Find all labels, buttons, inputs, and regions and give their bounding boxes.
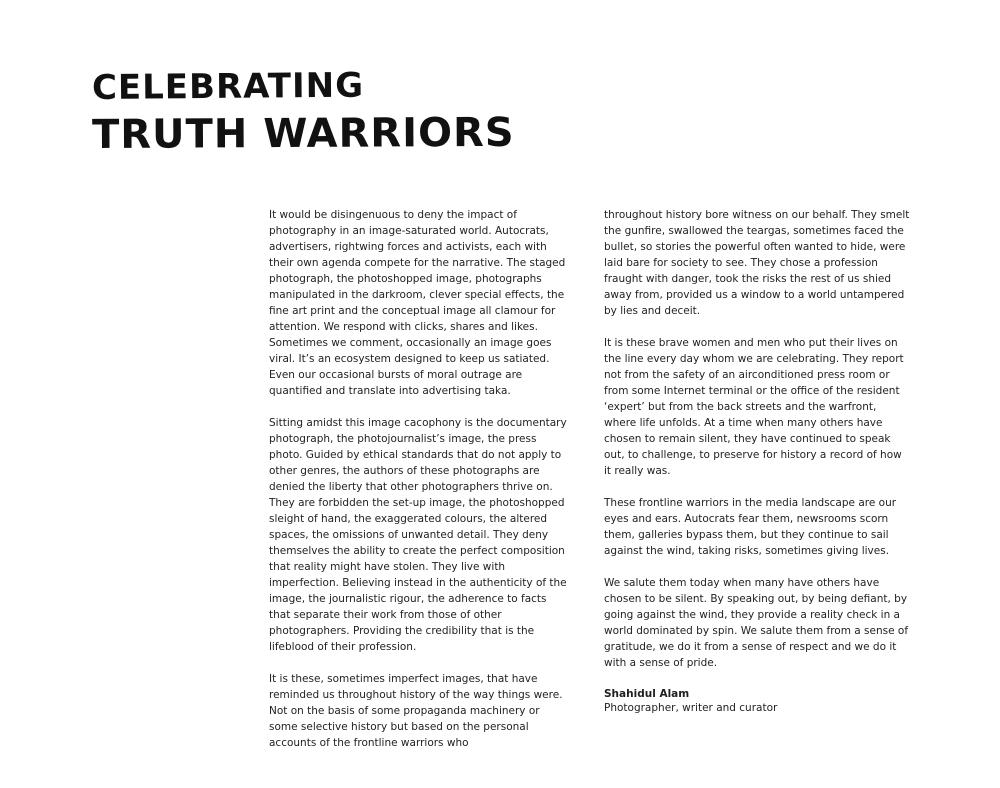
body-paragraph: It is these, sometimes imperfect images, that have reminded us throughout history of the way things were. Not on the basis of some propaganda machinery or some selective history but based on the personal accounts of the frontline warriors who (269, 673, 563, 749)
body-paragraph: It is these brave women and men who put their lives on the line every day whom we are celebrating. They report not from the safety of an airconditioned press room or from some Internet terminal or the office of the resident ‘expert’ but from the back streets and the warfront, where life unfolds. At a time when many others have chosen to remain silent, they have continued to speak out, to challenge, to preserve for history a record of how it really was. (604, 337, 904, 477)
author-name: Shahidul Alam (604, 688, 690, 700)
author-signature (604, 687, 910, 715)
author-role: Photographer, writer and curator (604, 702, 778, 714)
body-paragraph: We salute them today when many have others have chosen to be silent. By speaking out, by being defiant, by going against the wind, they provide a reality check in a world dominated by spin. We salute them from a sense of gratitude, we do it from a sense of respect and we do it with a sense of pride. (604, 577, 909, 669)
page-title (92, 66, 515, 160)
body-paragraph: Sitting amidst this image cacophony is the documentary photograph, the photojournalist’s image, the press photo. Guided by ethical standards that do not apply to other genres, the authors of these photographs are denied the liberty that other photographers thrive on. They are forbidden the set-up image, the photoshopped sleight of hand, the exaggerated colours, the altered spaces, the omissions of unwanted detail. They deny themselves the ability to create the perfect composition that reality might have stolen. They live with imperfection. Believing instead in the authenticity of the image, the journalistic rigour, the adherence to facts that separate their work from those of other photographers. Providing the credibility that is the lifeblood of their profession. (269, 417, 567, 653)
title-line-1: CELEBRATING (91, 65, 365, 108)
title-line-2: TRUTH WARRIORS (91, 109, 515, 158)
text-column-right (604, 207, 910, 715)
text-column-left (269, 207, 571, 767)
body-paragraph: It would be disingenuous to deny the impact of photography in an image-saturated world. Autocrats, advertisers, rightwing forces and activists, each with their own agenda compete for the narrative. The staged photograph, the photoshopped image, photographs manipulated in the darkroom, clever special effects, the fine art print and the conceptual image all clamour for attention. We respond with clicks, shares and likes. Sometimes we comment, occasionally an image goes viral. It’s an ecosystem designed to keep us satiated. Even our occasional bursts of moral outrage are quantified and translate into advertising taka. (269, 209, 566, 397)
body-paragraph: throughout history bore witness on our behalf. They smelt the gunfire, swallowed the teargas, sometimes faced the bullet, so stories the powerful often wanted to hide, were laid bare for society to see. They chose a profession fraught with danger, took the risks the rest of us shied away from, provided us a window to a world untampered by lies and deceit. (604, 209, 910, 317)
body-paragraph: These frontline warriors in the media landscape are our eyes and ears. Autocrats fear them, newsrooms scorn them, galleries bypass them, but they continue to sail against the wind, taking risks, sometimes giving lives. (604, 497, 897, 557)
